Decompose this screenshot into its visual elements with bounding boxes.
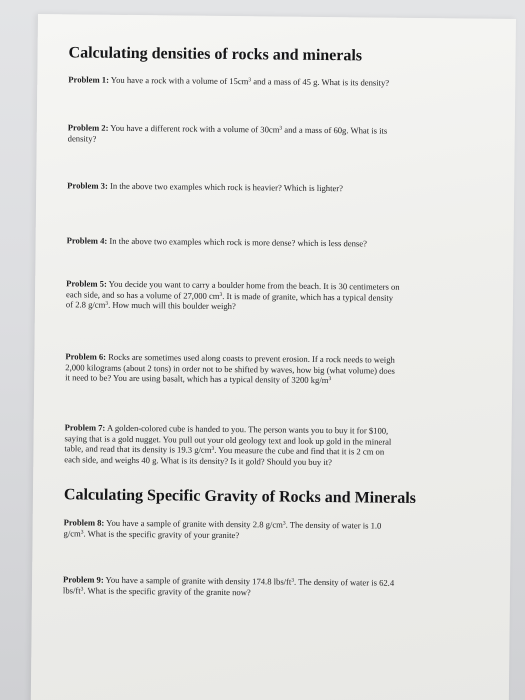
problem-text: In the above two examples which rock is heavier? Which is lighter? xyxy=(107,180,344,194)
problem-text: it need to be? You are using basalt, which has a typical density of 3200 kg/m xyxy=(65,372,329,386)
problem-text: Rocks are sometimes used along coasts to prevent erosion. If a rock needs to weigh xyxy=(106,351,395,365)
problem-line: 2,000 kilograms (about 2 tons) in order not to be shifted by waves, how big (what volume) does xyxy=(65,361,395,376)
problem-text: and a mass of 60g. What is its xyxy=(282,124,388,136)
problem-5 xyxy=(66,278,474,314)
problem-2 xyxy=(68,122,476,147)
problem-text: and a mass of 45 g. What is its density? xyxy=(251,76,390,88)
problem-line xyxy=(67,180,475,195)
superscript: 3 xyxy=(80,528,84,536)
problem-text: . The density of water is 1.0 xyxy=(285,519,382,531)
superscript: 3 xyxy=(291,577,295,584)
superscript: 3 xyxy=(80,585,84,593)
problem-9 xyxy=(63,574,471,599)
problem-text: . What is the specific gravity of your granite? xyxy=(83,528,240,540)
superscript: 3 xyxy=(219,291,223,298)
superscript: 3 xyxy=(105,300,109,307)
problem-text: g/cm xyxy=(63,527,81,538)
problem-text: A golden-colored cube is handed to you. The person wants you to buy it for $100, xyxy=(105,422,389,436)
superscript: 3 xyxy=(279,125,283,132)
problem-line: saying that is a gold nugget. You pull out your old geology text and look up gold in the mineral xyxy=(64,432,392,447)
problem-text: . You measure the cube and find that it is 2 cm on xyxy=(214,444,385,457)
worksheet-text xyxy=(62,14,479,597)
problem-label: Problem 8: xyxy=(63,517,105,528)
section-title-densities: Calculating densities of rocks and minerals xyxy=(68,44,363,65)
problem-line xyxy=(67,235,475,250)
problem-text: . It is made of granite, which has a typical density xyxy=(222,290,394,303)
problem-7 xyxy=(64,422,472,468)
problem-label: Problem 4: xyxy=(66,235,108,246)
problem-text: You have a sample of granite with density 174.8 lbs/ft xyxy=(103,574,292,587)
superscript: 3 xyxy=(328,376,332,383)
problem-line: each side, and weighs 40 g. What is its density? Is it gold? Should you buy it? xyxy=(64,453,333,467)
problem-label: Problem 6: xyxy=(65,351,107,362)
superscript: 3 xyxy=(282,520,286,527)
problem-text: You have a rock with a volume of 15cm xyxy=(108,74,249,87)
problem-text: . How much will this boulder weigh? xyxy=(108,299,236,312)
problem-3 xyxy=(67,180,475,195)
section-title-specific-gravity: Calculating Specific Gravity of Rocks and Minerals xyxy=(63,486,417,507)
problem-label: Problem 1: xyxy=(68,74,110,85)
problem-8 xyxy=(64,517,472,542)
problem-text: of 2.8 g/cm xyxy=(65,299,106,310)
problem-text: each side, and so has a volume of 27,000 cm xyxy=(66,288,220,301)
problem-text: You decide you want to carry a boulder home from the beach. It is 30 centimeters on xyxy=(106,278,400,292)
problem-label: Problem 9: xyxy=(63,574,104,585)
problem-1 xyxy=(68,74,476,89)
problem-text: You have a sample of granite with density 2.8 g/cm xyxy=(104,517,283,530)
problem-text: You have a different rock with a volume of 30cm xyxy=(108,122,280,135)
problem-text: . What is the specific gravity of the granite now? xyxy=(83,585,251,597)
problem-label: Problem 7: xyxy=(64,422,106,433)
problem-text: lbs/ft xyxy=(62,584,81,595)
problem-4 xyxy=(67,235,475,250)
problem-text: . The density of water is 62.4 xyxy=(294,576,395,588)
problem-label: Problem 5: xyxy=(66,278,107,289)
worksheet-page xyxy=(31,14,516,700)
superscript: 3 xyxy=(248,77,252,84)
problem-label: Problem 2: xyxy=(67,122,109,133)
problem-line: density? xyxy=(67,132,97,144)
superscript: 3 xyxy=(211,445,215,452)
problem-label: Problem 3: xyxy=(67,180,108,191)
problem-text: table, and read that its density is 19.3 g/cm xyxy=(64,443,212,455)
problem-text: In the above two examples which rock is more dense? which is less dense? xyxy=(107,235,367,249)
problem-6 xyxy=(65,351,473,387)
problem-line xyxy=(68,74,476,89)
